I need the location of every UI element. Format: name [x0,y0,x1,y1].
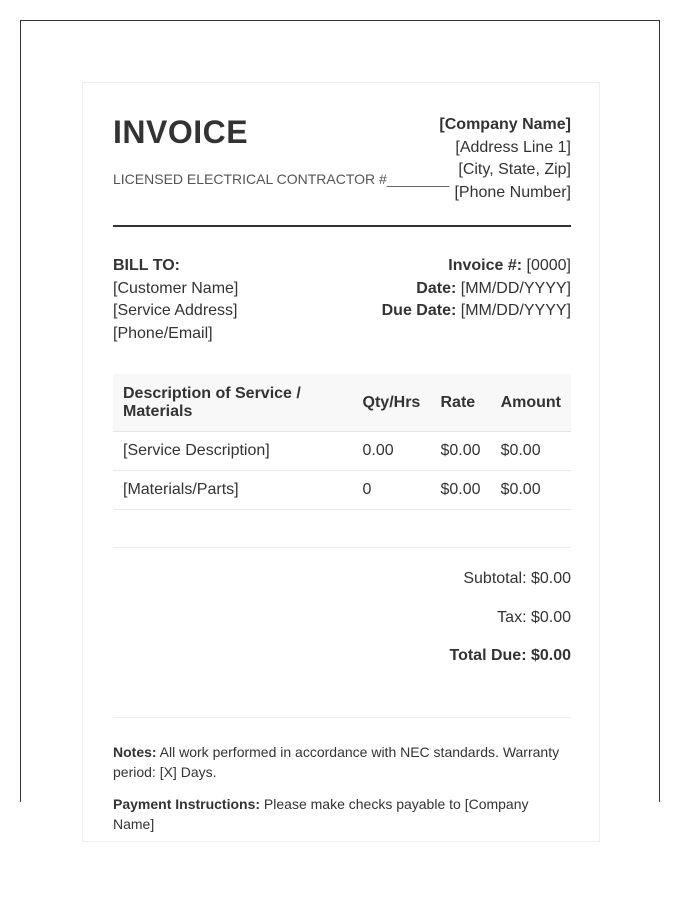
column-header-description: Description of Service / Materials [113,374,353,432]
row-amount: $0.00 [491,432,571,471]
table-header-row [113,374,571,432]
company-city-state-zip: [City, State, Zip] [458,161,571,178]
row-amount: $0.00 [491,471,571,510]
invoice-meta [382,255,571,323]
row-rate: $0.00 [431,471,491,510]
due-date-value: [MM/DD/YYYY] [456,302,571,319]
row-rate: $0.00 [431,432,491,471]
row-description: [Materials/Parts] [113,471,353,510]
company-address-line-1: [Address Line 1] [455,138,571,156]
column-header-amount: Amount [491,374,571,432]
invoice-number-value: [0000] [522,257,571,274]
invoice-number-row [382,255,571,278]
payment-instructions [113,794,571,834]
notes-section [113,717,571,832]
table-row [113,432,571,471]
total-due: Total Due: $0.00 [449,647,571,664]
invoice-number-label: Invoice #: [448,257,523,274]
column-header-rate: Rate [431,374,491,432]
line-items-table [113,374,571,510]
subtotal: Subtotal: $0.00 [463,570,571,587]
due-date-row [382,300,571,323]
totals-section [113,547,571,664]
payment-instructions-label: Payment Instructions: [113,796,261,812]
invoice-date-label: Date: [416,279,457,297]
invoice-date-value: [MM/DD/YYYY] [456,279,571,297]
invoice-header [113,83,571,227]
row-qty: 0.00 [353,432,431,471]
payment-instructions-text: Please make checks payable to [Company Name] [113,796,529,832]
document-frame [20,20,660,832]
customer-contact: [Phone/Email] [113,324,213,342]
notes-label: Notes: [113,744,157,760]
row-qty: 0 [353,471,431,510]
tax: Tax: $0.00 [497,609,571,626]
invoice-date-row [382,278,571,301]
contractor-license: LICENSED ELECTRICAL CONTRACTOR #________ [113,171,450,187]
service-address: [Service Address] [113,302,238,319]
company-phone: [Phone Number] [454,183,571,201]
invoice-title: INVOICE [113,114,249,150]
company-name: [Company Name] [439,116,571,133]
customer-name: [Customer Name] [113,279,239,297]
row-description: [Service Description] [113,432,353,471]
notes-text: All work performed in accordance with NEC standards. Warranty period: [X] Days. [113,744,560,780]
table-row [113,471,571,510]
due-date-label: Due Date: [381,302,457,319]
notes [113,742,571,782]
bill-to [113,255,238,345]
company-info [439,114,571,204]
bill-to-label: BILL TO: [113,257,180,274]
column-header-qty: Qty/Hrs [353,374,431,432]
invoice-sheet [82,82,600,842]
